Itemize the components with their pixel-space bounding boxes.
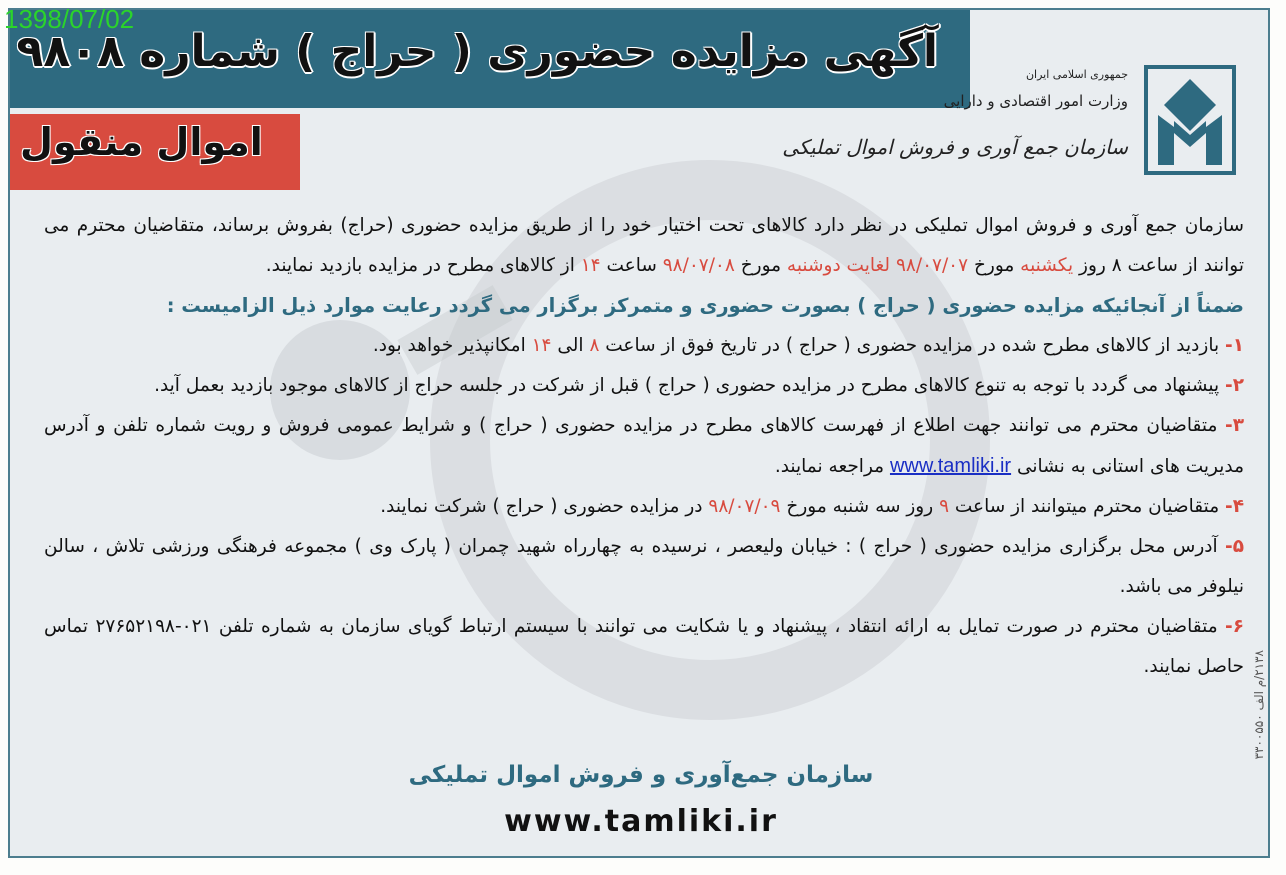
intro-end-hour: ۱۴	[580, 255, 601, 276]
item-text: روز سه شنبه مورخ	[780, 496, 940, 517]
logo-line-1: جمهوری اسلامی ایران	[1025, 68, 1128, 81]
item-date: ۹۸/۰۷/۰۹	[708, 496, 781, 517]
intro-end-date: ۹۸/۰۷/۰۸	[662, 255, 735, 276]
intro-text: مورخ	[968, 255, 1021, 276]
intro-text: از کالاهای مطرح در مزایده بازدید نمایند.	[265, 255, 581, 276]
item-text: متقاضیان محترم میتوانند از ساعت	[949, 496, 1226, 517]
item-1	[44, 326, 1244, 366]
footer-website[interactable]: www.tamliki.ir	[504, 804, 778, 839]
intro-start-day: یکشنبه	[1020, 255, 1074, 276]
advertisement	[8, 8, 1270, 858]
item-hour: ۸	[589, 335, 600, 356]
logo-line-2: وزارت امور اقتصادی و دارایی	[943, 92, 1128, 110]
intro-text: ساعت	[600, 255, 663, 276]
logo-line-3: سازمان جمع آوری و فروش اموال تملیکی	[782, 135, 1128, 159]
item-2	[44, 366, 1244, 406]
item-text: مراجعه نمایند.	[774, 456, 890, 477]
item-text: بازدید از کالاهای مطرح شده در مزایده حضوری ( حراج ) در تاریخ فوق از ساعت	[599, 335, 1226, 356]
item-hour: ۱۴	[531, 335, 552, 356]
footer-organization: سازمان جمع‌آوری و فروش اموال تملیکی	[408, 762, 874, 788]
category-label: اموال منقول	[20, 120, 263, 164]
item-number: ۵-	[1225, 536, 1244, 557]
item-6	[44, 607, 1244, 687]
ad-code: ۲۱۳۸/م الف ۳۳۰۰۵۵۰	[1252, 650, 1266, 760]
item-3	[44, 406, 1244, 487]
item-text: آدرس محل برگزاری مزایده حضوری ( حراج ) : خیابان ولیعصر ، نرسیده به چهارراه شهید چمران ( پارک وی ) مجموعه فرهنگی ورزشی تلاش ، سالن نیلوفر می باشد.	[44, 536, 1244, 597]
item-text: در مزایده حضوری ( حراج ) شرکت نمایند.	[380, 496, 709, 517]
website-link[interactable]: www.tamliki.ir	[889, 455, 1012, 477]
item-text: الی	[551, 335, 590, 356]
item-text: متقاضیان محترم در صورت تمایل به ارائه انتقاد ، پیشنهاد و یا شکایت می توانند با سیستم ارتباط گویای سازمان به شماره تلفن ۰۲۱-۲۷۶۵۲۱۹۸ تماس حاصل نمایند.	[44, 616, 1244, 677]
emphasis-line: ضمناً از آنجائیکه مزایده حضوری ( حراج ) بصورت حضوری و متمرکز برگزار می گردد رعایت موارد ذیل الزامیست :	[166, 294, 1244, 317]
ad-title: آگهی مزایده حضوری ( حراج ) شماره ۹۸۰۸	[16, 26, 938, 77]
date-stamp: 1398/07/02	[4, 4, 135, 34]
item-number: ۲-	[1225, 375, 1244, 396]
item-text: متقاضیان محترم می توانند جهت اطلاع از فهرست کالاهای مطرح در مزایده حضوری ( حراج ) و شرایط عمومی فروش و رویت شماره تلفن و آدرس مدیریت های استانی به نشانی	[44, 415, 1244, 477]
intro-paragraph	[44, 206, 1244, 286]
intro-start-date: ۹۸/۰۷/۰۷	[895, 255, 969, 276]
item-number: ۱-	[1225, 335, 1244, 356]
item-number: ۴-	[1225, 496, 1244, 517]
item-5	[44, 527, 1244, 607]
intro-text: مورخ	[734, 255, 787, 276]
intro-text: سازمان جمع آوری و فروش اموال تملیکی در نظر دارد کالاهای تحت اختیار خود را از طریق مزایده حضوری (حراج) بفروش برساند، متقاضیان محترم می توانند از ساعت ۸ روز	[44, 215, 1244, 276]
item-hour: ۹	[939, 496, 949, 517]
item-number: ۳-	[1225, 415, 1244, 436]
intro-end-day: لغایت دوشنبه	[786, 255, 891, 276]
ad-body	[44, 206, 1244, 687]
item-text: امکانپذیر خواهد بود.	[372, 335, 532, 356]
item-number: ۶-	[1225, 616, 1245, 637]
item-4	[44, 487, 1244, 527]
item-text: پیشنهاد می گردد با توجه به تنوع کالاهای مطرح در مزایده حضوری ( حراج ) قبل از شرکت در جلسه حراج از کالاهای موجود بازدید بعمل آید.	[154, 375, 1226, 396]
